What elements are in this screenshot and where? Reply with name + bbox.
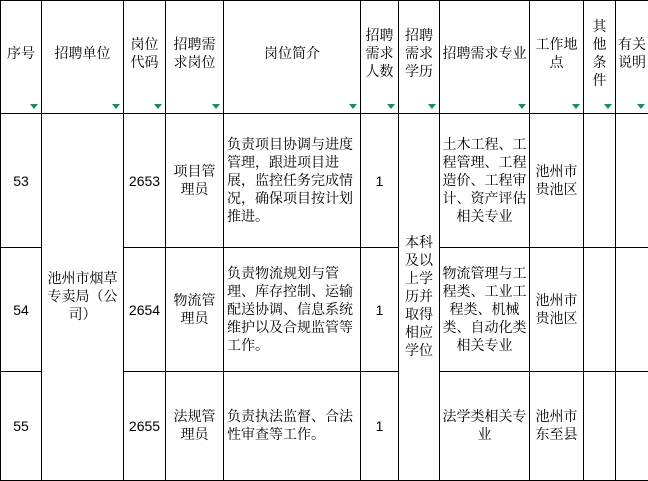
header-unit[interactable] <box>42 1 124 114</box>
header-seq[interactable] <box>1 1 42 114</box>
cell-intro[interactable]: 负责执法监督、合法性审查等工作。 <box>224 372 361 481</box>
header-other[interactable] <box>584 1 616 114</box>
cell-post[interactable]: 物流管理员 <box>166 248 224 372</box>
cell-code[interactable]: 2655 <box>124 372 166 481</box>
filter-dropdown-icon[interactable] <box>604 104 612 109</box>
cell-post[interactable]: 法规管理员 <box>166 372 224 481</box>
cell-code[interactable]: 2654 <box>124 248 166 372</box>
cell-note[interactable] <box>616 248 648 372</box>
cell-unit-merged[interactable]: 池州市烟草专卖局（公司） <box>42 114 124 481</box>
cell-major[interactable]: 物流管理与工程类、工业工程类、机械类、自动化类相关专业 <box>440 248 530 372</box>
cell-location[interactable]: 池州市贵池区 <box>530 248 584 372</box>
cell-note[interactable] <box>616 372 648 481</box>
cell-seq[interactable]: 54 <box>1 248 42 372</box>
header-other-label: 其他条件 <box>586 18 613 96</box>
filter-dropdown-icon[interactable] <box>349 104 357 109</box>
filter-dropdown-icon[interactable] <box>154 104 162 109</box>
header-major-label: 招聘需求专业 <box>443 45 527 69</box>
cell-edu-merged[interactable]: 本科及以上学历并取得相应学位 <box>399 114 440 481</box>
header-code[interactable] <box>124 1 166 114</box>
header-code-label: 岗位代码 <box>126 36 163 78</box>
header-unit-label: 招聘单位 <box>55 45 111 69</box>
filter-dropdown-icon[interactable] <box>387 104 395 109</box>
filter-dropdown-icon[interactable] <box>30 104 38 109</box>
filter-dropdown-icon[interactable] <box>637 104 645 109</box>
cell-intro[interactable]: 负责项目协调与进度管理，跟进项目进展，监控任务完成情况，确保项目按计划推进。 <box>224 114 361 248</box>
header-seq-label: 序号 <box>7 45 35 69</box>
header-edu-label: 招聘需求学历 <box>401 27 437 87</box>
header-post-label: 招聘需求岗位 <box>168 36 221 78</box>
header-post[interactable] <box>166 1 224 114</box>
cell-other[interactable] <box>584 114 616 248</box>
cell-other[interactable] <box>584 372 616 481</box>
header-row <box>1 1 648 114</box>
cell-count[interactable]: 1 <box>361 372 399 481</box>
header-location-label: 工作地点 <box>532 36 581 78</box>
cell-major[interactable]: 土木工程、工程管理、工程造价、工程审计、资产评估相关专业 <box>440 114 530 248</box>
filter-dropdown-icon[interactable] <box>428 104 436 109</box>
cell-seq[interactable]: 53 <box>1 114 42 248</box>
cell-seq[interactable]: 55 <box>1 372 42 481</box>
cell-code[interactable]: 2653 <box>124 114 166 248</box>
header-count[interactable] <box>361 1 399 114</box>
header-intro[interactable] <box>224 1 361 114</box>
cell-location[interactable]: 池州市东至县 <box>530 372 584 481</box>
header-note-label: 有关说明 <box>618 36 646 78</box>
cell-post[interactable]: 项目管理员 <box>166 114 224 248</box>
cell-major[interactable]: 法学类相关专业 <box>440 372 530 481</box>
cell-other[interactable] <box>584 248 616 372</box>
filter-dropdown-icon[interactable] <box>112 104 120 109</box>
cell-count[interactable]: 1 <box>361 114 399 248</box>
cell-location[interactable]: 池州市贵池区 <box>530 114 584 248</box>
filter-dropdown-icon[interactable] <box>212 104 220 109</box>
header-edu[interactable] <box>399 1 440 114</box>
header-intro-label: 岗位简介 <box>264 45 320 69</box>
header-count-label: 招聘需求人数 <box>363 27 396 87</box>
filter-dropdown-icon[interactable] <box>518 104 526 109</box>
header-major[interactable] <box>440 1 530 114</box>
header-location[interactable] <box>530 1 584 114</box>
header-note[interactable] <box>616 1 648 114</box>
cell-intro[interactable]: 负责物流规划与管理、库存控制、运输配送协调、信息系统维护以及合规监管等工作。 <box>224 248 361 372</box>
cell-note[interactable] <box>616 114 648 248</box>
cell-count[interactable]: 1 <box>361 248 399 372</box>
filter-dropdown-icon[interactable] <box>572 104 580 109</box>
table-row <box>1 114 648 248</box>
